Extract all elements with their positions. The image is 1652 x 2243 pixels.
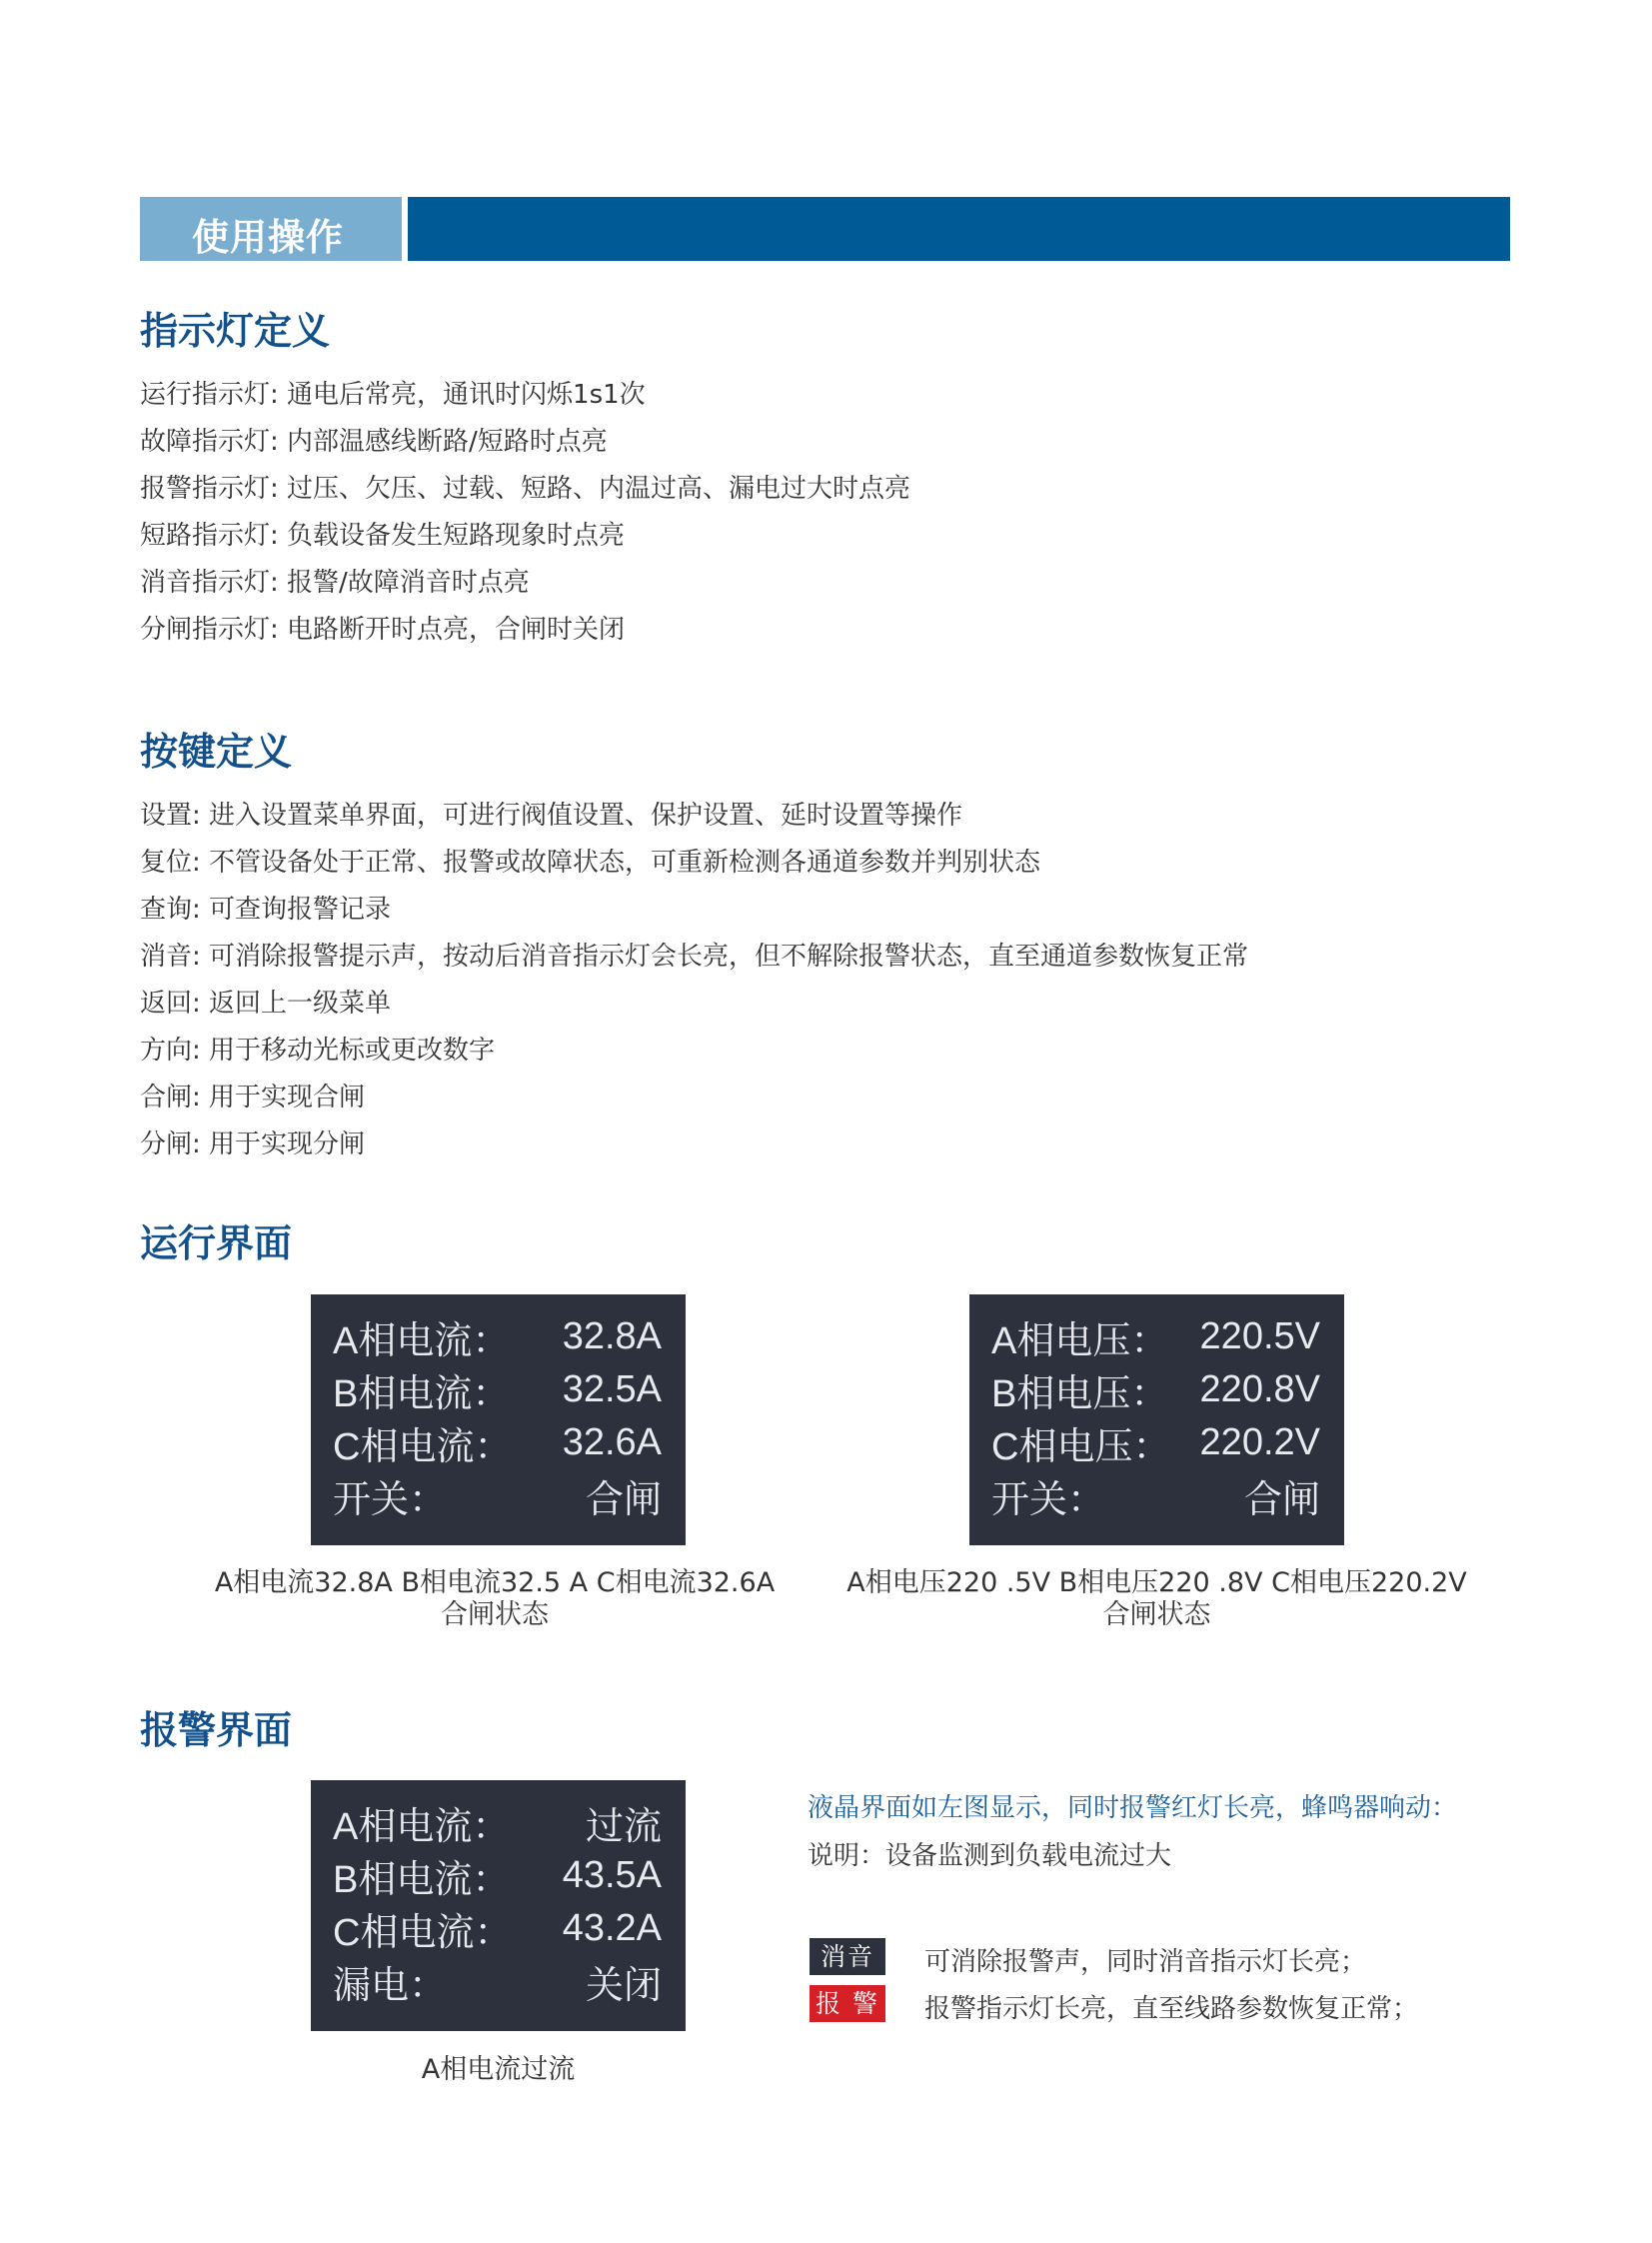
lcd-row [333,1849,662,1902]
lcd-label: A相电压： [991,1320,1169,1362]
list-item: 消音: 可消除报警提示声，按动后消音指示灯会长亮，但不解除报警状态，直至通道参数恢复正常 [140,942,1249,972]
indicator-heading: 指示灯定义 [140,309,331,353]
alarm-note-line1: 液晶界面如左图显示，同时报警红灯长亮，蜂鸣器响动： [808,1793,1458,1823]
lcd-value: 过流 [585,1806,662,1848]
lcd-value: 220.5V [1199,1315,1320,1357]
key-list [140,793,1248,1168]
current-lcd-panel [311,1294,686,1545]
lcd-row [333,1363,662,1416]
list-item: 故障指示灯: 内部温感线断路/短路时点亮 [140,427,608,457]
list-item: 合闸: 用于实现合闸 [140,1083,366,1113]
lcd-value: 220.8V [1199,1368,1320,1410]
lcd-value: 43.2A [562,1907,662,1949]
lcd-label: A相电流： [333,1320,511,1362]
lcd-value: 关闭 [585,1965,662,2007]
current-caption [170,1567,820,1631]
caption-line: A相电流32.8A B相电流32.5 A C相电流32.6A [214,1567,776,1598]
lcd-row [333,1902,662,1955]
caption-line: A相电压220 .5V B相电压220 .8V C相电压220.2V [846,1567,1467,1598]
list-item: 方向: 用于移动光标或更改数字 [140,1036,496,1066]
caption-line: 合闸状态 [441,1599,549,1630]
page-title: 使用操作 [192,216,344,259]
lcd-label: 开关： [991,1479,1106,1521]
lcd-label: B相电流： [333,1373,511,1415]
list-item: 消音指示灯: 报警/故障消音时点亮 [140,568,530,598]
list-item: 设置: 进入设置菜单界面，可进行阀值设置、保护设置、延时设置等操作 [140,801,963,831]
list-item: 复位: 不管设备处于正常、报警或故障状态，可重新检测各通道参数并判别状态 [140,848,1041,878]
alarm-badge: 报 警 [810,1985,885,2022]
alarm-description: 报警指示灯长亮，直至线路参数恢复正常； [924,1994,1419,2024]
list-item: 运行指示灯: 通电后常亮，通讯时闪烁1s1次 [140,380,646,410]
lcd-row [333,1955,662,2008]
lcd-label: C相电流： [333,1912,513,1954]
list-item: 返回: 返回上一级菜单 [140,989,392,1019]
alarm-heading: 报警界面 [140,1708,293,1752]
list-item: 报警指示灯: 过压、欠压、过载、短路、内温过高、漏电过大时点亮 [140,474,911,504]
lcd-row [991,1416,1320,1469]
lcd-label: A相电流： [333,1806,511,1848]
lcd-row [333,1469,662,1522]
lcd-label: C相电压： [991,1426,1171,1468]
alarm-caption: A相电流过流 [421,2054,576,2085]
mute-description: 可消除报警声，同时消音指示灯长亮； [924,1947,1367,1977]
alarm-lcd-panel [311,1780,686,2031]
list-item: 分闸: 用于实现分闸 [140,1129,366,1159]
lcd-row [333,1416,662,1469]
lcd-row [991,1310,1320,1363]
lcd-label: B相电流： [333,1859,511,1901]
lcd-value: 32.5A [562,1368,662,1410]
mute-badge: 消音 [810,1938,885,1975]
indicator-list [140,372,910,654]
voltage-caption [815,1567,1499,1631]
lcd-value: 32.8A [562,1315,662,1357]
voltage-lcd-panel [969,1294,1344,1545]
run-heading: 运行界面 [140,1221,293,1265]
lcd-label: 开关： [333,1479,448,1521]
header-bar [140,197,1510,261]
lcd-row [991,1469,1320,1522]
lcd-row [333,1310,662,1363]
lcd-value: 32.6A [562,1421,662,1463]
lcd-value: 220.2V [1199,1421,1320,1463]
lcd-value: 合闸 [1243,1479,1320,1521]
lcd-label: 漏电： [333,1965,448,2007]
lcd-value: 合闸 [585,1479,662,1521]
lcd-row [333,1796,662,1849]
lcd-label: B相电压： [991,1373,1169,1415]
alarm-note-line2: 说明：设备监测到负载电流过大 [808,1841,1172,1871]
list-item: 短路指示灯: 负载设备发生短路现象时点亮 [140,521,626,551]
caption-line: 合闸状态 [1102,1599,1211,1630]
list-item: 查询: 可查询报警记录 [140,895,392,925]
header-tab [140,197,408,261]
lcd-row [991,1363,1320,1416]
lcd-label: C相电流： [333,1426,513,1468]
lcd-value: 43.5A [562,1854,662,1896]
key-heading: 按键定义 [140,730,293,774]
list-item: 分闸指示灯: 电路断开时点亮，合闸时关闭 [140,615,626,645]
